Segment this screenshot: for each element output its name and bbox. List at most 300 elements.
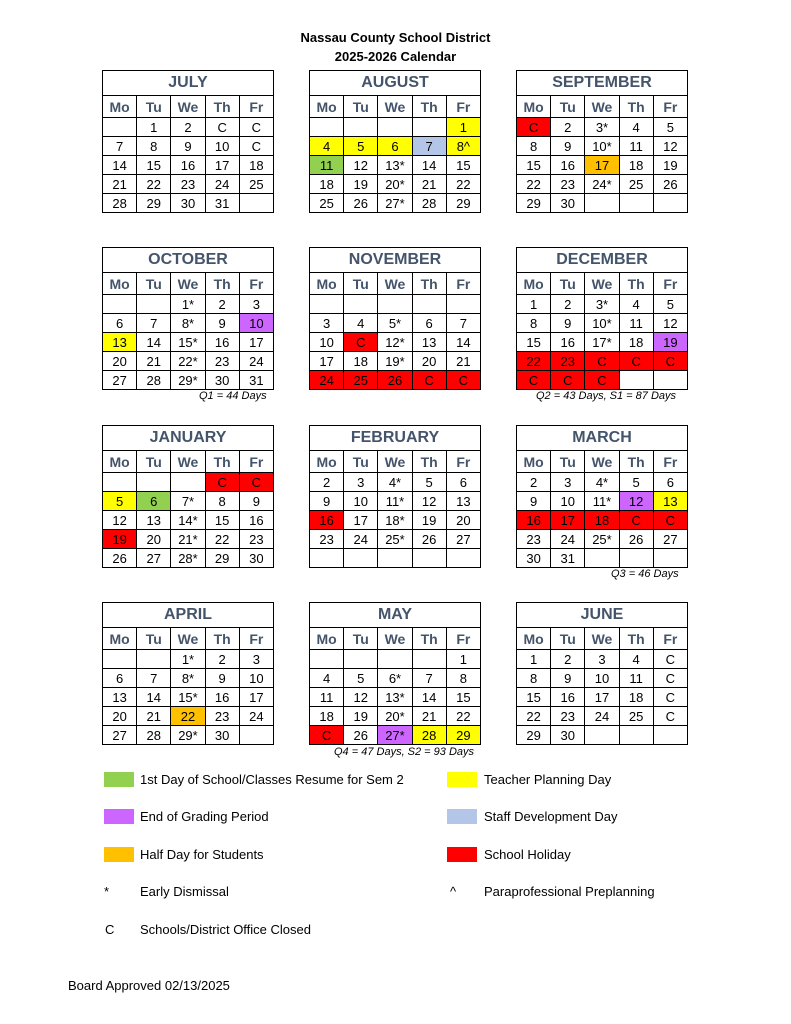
day-cell: 5 bbox=[344, 669, 378, 688]
day-cell: 27 bbox=[137, 549, 171, 568]
q3-note: Q3 = 46 Days bbox=[611, 568, 679, 580]
month-june bbox=[516, 602, 688, 745]
weekday-header: We bbox=[378, 628, 412, 650]
day-cell: C bbox=[517, 371, 551, 390]
day-cell: 14 bbox=[446, 333, 480, 352]
day-cell: 7 bbox=[412, 669, 446, 688]
day-cell: 20 bbox=[103, 707, 137, 726]
week-row bbox=[310, 194, 481, 213]
day-cell: 23 bbox=[239, 530, 273, 549]
day-cell: 10* bbox=[585, 137, 619, 156]
day-cell: 8* bbox=[171, 314, 205, 333]
legend-closed: Schools/District Office Closed bbox=[140, 922, 311, 937]
weekday-header: Mo bbox=[517, 451, 551, 473]
day-cell: 27* bbox=[378, 194, 412, 213]
day-cell: 22 bbox=[205, 530, 239, 549]
legend-half-day: Half Day for Students bbox=[140, 847, 264, 862]
day-cell: 16 bbox=[517, 511, 551, 530]
day-cell: C bbox=[344, 333, 378, 352]
day-cell: 6 bbox=[103, 314, 137, 333]
day-cell bbox=[137, 473, 171, 492]
day-cell: C bbox=[653, 669, 687, 688]
day-cell: 18 bbox=[310, 175, 344, 194]
day-cell: 9 bbox=[551, 314, 585, 333]
week-row bbox=[103, 352, 274, 371]
day-cell: 13 bbox=[653, 492, 687, 511]
day-cell: 21 bbox=[137, 352, 171, 371]
weekday-header: Fr bbox=[653, 451, 687, 473]
day-cell: 30 bbox=[239, 549, 273, 568]
day-cell: 13 bbox=[412, 333, 446, 352]
day-cell: 23 bbox=[551, 352, 585, 371]
week-row bbox=[517, 194, 688, 213]
weekday-header: We bbox=[585, 451, 619, 473]
day-cell: 30 bbox=[517, 549, 551, 568]
month-name: JUNE bbox=[517, 603, 688, 628]
weekday-header: We bbox=[378, 96, 412, 118]
day-cell: 23 bbox=[205, 707, 239, 726]
legend-swatch-purple bbox=[104, 809, 134, 824]
day-cell: 3 bbox=[551, 473, 585, 492]
day-cell: 1 bbox=[446, 650, 480, 669]
day-cell: C bbox=[653, 352, 687, 371]
day-cell: 13 bbox=[137, 511, 171, 530]
day-cell bbox=[585, 549, 619, 568]
day-cell: 15 bbox=[446, 688, 480, 707]
weekday-header: Th bbox=[412, 96, 446, 118]
day-cell bbox=[412, 549, 446, 568]
calendar-district-title: Nassau County School District bbox=[300, 30, 491, 45]
month-may bbox=[309, 602, 481, 745]
weekday-header: Fr bbox=[239, 628, 273, 650]
week-row bbox=[310, 650, 481, 669]
day-cell: 9 bbox=[551, 669, 585, 688]
day-cell: 5 bbox=[619, 473, 653, 492]
day-cell: 7* bbox=[171, 492, 205, 511]
legend-school-holiday: School Holiday bbox=[484, 847, 571, 862]
week-row bbox=[310, 492, 481, 511]
day-cell: 16 bbox=[310, 511, 344, 530]
day-cell: 25* bbox=[378, 530, 412, 549]
day-cell: 29 bbox=[137, 194, 171, 213]
day-cell: 27 bbox=[446, 530, 480, 549]
week-row bbox=[310, 511, 481, 530]
day-cell: 4* bbox=[585, 473, 619, 492]
day-cell: 27 bbox=[653, 530, 687, 549]
day-cell: 2 bbox=[551, 118, 585, 137]
day-cell bbox=[412, 295, 446, 314]
day-cell: 17 bbox=[310, 352, 344, 371]
week-row bbox=[517, 707, 688, 726]
legend-early-symbol: * bbox=[104, 884, 110, 899]
week-row bbox=[310, 530, 481, 549]
day-cell: 11 bbox=[619, 314, 653, 333]
day-cell bbox=[344, 549, 378, 568]
weekday-header: Tu bbox=[137, 96, 171, 118]
day-cell: 9 bbox=[310, 492, 344, 511]
day-cell: 23 bbox=[310, 530, 344, 549]
day-cell: 10 bbox=[239, 669, 273, 688]
legend-swatch-green bbox=[104, 772, 134, 787]
day-cell: 17 bbox=[205, 156, 239, 175]
day-cell bbox=[619, 726, 653, 745]
day-cell: 3* bbox=[585, 118, 619, 137]
day-cell: 18* bbox=[378, 511, 412, 530]
day-cell: 24* bbox=[585, 175, 619, 194]
day-cell: 18 bbox=[619, 156, 653, 175]
day-cell bbox=[239, 194, 273, 213]
day-cell: 30 bbox=[171, 194, 205, 213]
day-cell bbox=[103, 295, 137, 314]
week-row bbox=[310, 473, 481, 492]
day-cell: 28 bbox=[137, 371, 171, 390]
week-row bbox=[517, 726, 688, 745]
month-august bbox=[309, 70, 481, 213]
day-cell: C bbox=[239, 137, 273, 156]
week-row bbox=[103, 492, 274, 511]
week-row bbox=[517, 688, 688, 707]
day-cell: 14 bbox=[412, 156, 446, 175]
day-cell: 29* bbox=[171, 371, 205, 390]
day-cell: 21 bbox=[103, 175, 137, 194]
weekday-header: Mo bbox=[310, 96, 344, 118]
day-cell: 8^ bbox=[446, 137, 480, 156]
day-cell: 24 bbox=[310, 371, 344, 390]
day-cell bbox=[137, 295, 171, 314]
day-cell bbox=[585, 194, 619, 213]
day-cell: 20* bbox=[378, 707, 412, 726]
weekday-header: Tu bbox=[551, 96, 585, 118]
weekday-header: Th bbox=[412, 273, 446, 295]
day-cell bbox=[310, 118, 344, 137]
day-cell: 8 bbox=[517, 314, 551, 333]
week-row bbox=[103, 650, 274, 669]
legend-early-dismissal: Early Dismissal bbox=[140, 884, 229, 899]
weekday-header: Th bbox=[412, 451, 446, 473]
weekday-header: Tu bbox=[551, 273, 585, 295]
day-cell: 18 bbox=[585, 511, 619, 530]
day-cell: 10 bbox=[239, 314, 273, 333]
day-cell: 19 bbox=[653, 333, 687, 352]
day-cell: 4 bbox=[619, 295, 653, 314]
day-cell: 2 bbox=[310, 473, 344, 492]
weekday-header: Tu bbox=[137, 451, 171, 473]
week-row bbox=[103, 669, 274, 688]
week-row bbox=[103, 707, 274, 726]
q2-note: Q2 = 43 Days, S1 = 87 Days bbox=[536, 390, 677, 402]
weekday-header: Mo bbox=[517, 628, 551, 650]
day-cell bbox=[103, 473, 137, 492]
day-cell: 13 bbox=[103, 688, 137, 707]
day-cell: 8 bbox=[517, 137, 551, 156]
day-cell: 4 bbox=[310, 669, 344, 688]
week-row bbox=[103, 194, 274, 213]
weekday-header: Mo bbox=[103, 273, 137, 295]
day-cell: C bbox=[653, 688, 687, 707]
day-cell: 15 bbox=[137, 156, 171, 175]
day-cell: 3 bbox=[239, 650, 273, 669]
day-cell bbox=[412, 118, 446, 137]
day-cell: 19 bbox=[344, 175, 378, 194]
day-cell: 4* bbox=[378, 473, 412, 492]
day-cell: 26 bbox=[344, 726, 378, 745]
day-cell: 16 bbox=[205, 688, 239, 707]
weekday-header: We bbox=[585, 628, 619, 650]
day-cell bbox=[378, 118, 412, 137]
day-cell bbox=[378, 549, 412, 568]
day-cell: 30 bbox=[205, 371, 239, 390]
day-cell bbox=[378, 295, 412, 314]
day-cell: 29 bbox=[517, 194, 551, 213]
weekday-header: Fr bbox=[239, 96, 273, 118]
day-cell: 3 bbox=[310, 314, 344, 333]
day-cell: 1* bbox=[171, 295, 205, 314]
day-cell: 2 bbox=[205, 295, 239, 314]
week-row bbox=[103, 314, 274, 333]
day-cell: 25 bbox=[619, 707, 653, 726]
day-cell: 16 bbox=[551, 156, 585, 175]
day-cell: 29 bbox=[446, 194, 480, 213]
day-cell: 9 bbox=[517, 492, 551, 511]
day-cell: C bbox=[446, 371, 480, 390]
day-cell bbox=[103, 650, 137, 669]
month-december bbox=[516, 247, 688, 390]
day-cell bbox=[310, 295, 344, 314]
weekday-header: Th bbox=[205, 628, 239, 650]
weekday-header: Th bbox=[619, 451, 653, 473]
week-row bbox=[103, 175, 274, 194]
weekday-header: Th bbox=[205, 451, 239, 473]
day-cell: 9 bbox=[171, 137, 205, 156]
day-cell bbox=[310, 650, 344, 669]
day-cell: 11 bbox=[619, 137, 653, 156]
month-march bbox=[516, 425, 688, 568]
week-row bbox=[517, 295, 688, 314]
week-row bbox=[103, 511, 274, 530]
day-cell: 29* bbox=[171, 726, 205, 745]
month-name: DECEMBER bbox=[517, 248, 688, 273]
day-cell: 31 bbox=[551, 549, 585, 568]
day-cell: 16 bbox=[551, 688, 585, 707]
week-row bbox=[517, 333, 688, 352]
day-cell: 25 bbox=[344, 371, 378, 390]
day-cell bbox=[412, 650, 446, 669]
weekday-header: Tu bbox=[344, 628, 378, 650]
week-row bbox=[103, 371, 274, 390]
day-cell bbox=[619, 549, 653, 568]
day-cell: C bbox=[619, 352, 653, 371]
day-cell: 29 bbox=[205, 549, 239, 568]
day-cell bbox=[653, 549, 687, 568]
week-row bbox=[517, 156, 688, 175]
day-cell bbox=[446, 295, 480, 314]
weekday-header: Th bbox=[619, 273, 653, 295]
day-cell: 6 bbox=[412, 314, 446, 333]
week-row bbox=[310, 137, 481, 156]
day-cell: 6 bbox=[137, 492, 171, 511]
week-row bbox=[310, 352, 481, 371]
month-name: SEPTEMBER bbox=[517, 71, 688, 96]
weekday-header: Mo bbox=[517, 96, 551, 118]
day-cell: 31 bbox=[205, 194, 239, 213]
day-cell: 11* bbox=[585, 492, 619, 511]
day-cell: 7 bbox=[137, 669, 171, 688]
day-cell: 25 bbox=[619, 175, 653, 194]
weekday-header: Fr bbox=[653, 96, 687, 118]
month-september bbox=[516, 70, 688, 213]
day-cell: 16 bbox=[551, 333, 585, 352]
day-cell: 9 bbox=[551, 137, 585, 156]
weekday-header: We bbox=[378, 451, 412, 473]
weekday-header: Mo bbox=[103, 451, 137, 473]
legend-swatch-red bbox=[447, 847, 477, 862]
day-cell: 4 bbox=[310, 137, 344, 156]
week-row bbox=[517, 371, 688, 390]
day-cell: 19 bbox=[412, 511, 446, 530]
month-name: FEBRUARY bbox=[310, 426, 481, 451]
day-cell: 9 bbox=[239, 492, 273, 511]
weekday-header: We bbox=[171, 273, 205, 295]
week-row bbox=[103, 118, 274, 137]
day-cell: 20 bbox=[137, 530, 171, 549]
day-cell: 10 bbox=[310, 333, 344, 352]
weekday-header: Th bbox=[412, 628, 446, 650]
day-cell: 7 bbox=[103, 137, 137, 156]
day-cell: 23 bbox=[205, 352, 239, 371]
weekday-header: Tu bbox=[344, 451, 378, 473]
day-cell: 2 bbox=[205, 650, 239, 669]
day-cell: 5 bbox=[412, 473, 446, 492]
legend-staff-dev: Staff Development Day bbox=[484, 809, 618, 824]
day-cell: 6 bbox=[378, 137, 412, 156]
day-cell: 22 bbox=[446, 175, 480, 194]
day-cell: 17* bbox=[585, 333, 619, 352]
q4-note: Q4 = 47 Days, S2 = 93 Days bbox=[334, 746, 475, 758]
day-cell: 16 bbox=[205, 333, 239, 352]
day-cell: 17 bbox=[239, 688, 273, 707]
day-cell: 14 bbox=[412, 688, 446, 707]
day-cell bbox=[446, 549, 480, 568]
week-row bbox=[310, 726, 481, 745]
day-cell: 25* bbox=[585, 530, 619, 549]
weekday-header: Tu bbox=[137, 273, 171, 295]
weekday-header: Fr bbox=[446, 273, 480, 295]
weekday-header: Mo bbox=[310, 273, 344, 295]
week-row bbox=[310, 371, 481, 390]
day-cell bbox=[137, 650, 171, 669]
weekday-header: We bbox=[378, 273, 412, 295]
day-cell: 18 bbox=[344, 352, 378, 371]
week-row bbox=[310, 175, 481, 194]
day-cell: 23 bbox=[551, 707, 585, 726]
day-cell: 15* bbox=[171, 688, 205, 707]
day-cell bbox=[619, 371, 653, 390]
day-cell: 12 bbox=[619, 492, 653, 511]
month-name: JANUARY bbox=[103, 426, 274, 451]
weekday-header: We bbox=[585, 96, 619, 118]
day-cell: 8 bbox=[517, 669, 551, 688]
day-cell: 8 bbox=[446, 669, 480, 688]
day-cell: 11 bbox=[619, 669, 653, 688]
day-cell: 21 bbox=[446, 352, 480, 371]
day-cell: 4 bbox=[619, 118, 653, 137]
day-cell: 12 bbox=[653, 137, 687, 156]
month-october bbox=[102, 247, 274, 390]
day-cell: 3 bbox=[585, 650, 619, 669]
day-cell: 6 bbox=[103, 669, 137, 688]
day-cell: 21 bbox=[412, 175, 446, 194]
day-cell: 23 bbox=[517, 530, 551, 549]
day-cell bbox=[344, 118, 378, 137]
day-cell: 21* bbox=[171, 530, 205, 549]
day-cell: 26 bbox=[653, 175, 687, 194]
legend-paraprofessional: Paraprofessional Preplanning bbox=[484, 884, 655, 899]
day-cell: C bbox=[310, 726, 344, 745]
day-cell: 22 bbox=[137, 175, 171, 194]
week-row bbox=[517, 175, 688, 194]
weekday-header: We bbox=[171, 96, 205, 118]
day-cell: 2 bbox=[551, 295, 585, 314]
legend-swatch-blue bbox=[447, 809, 477, 824]
weekday-header: Mo bbox=[517, 273, 551, 295]
day-cell: 22 bbox=[171, 707, 205, 726]
week-row bbox=[310, 707, 481, 726]
day-cell: 28 bbox=[412, 194, 446, 213]
day-cell: 6 bbox=[446, 473, 480, 492]
day-cell: 18 bbox=[619, 688, 653, 707]
day-cell: 2 bbox=[551, 650, 585, 669]
day-cell: 5 bbox=[653, 295, 687, 314]
legend-teacher-planning: Teacher Planning Day bbox=[484, 772, 612, 787]
weekday-header: Mo bbox=[310, 628, 344, 650]
calendar-year-title: 2025-2026 Calendar bbox=[334, 49, 457, 64]
day-cell bbox=[653, 726, 687, 745]
day-cell: C bbox=[239, 118, 273, 137]
day-cell: 9 bbox=[205, 314, 239, 333]
day-cell: 29 bbox=[517, 726, 551, 745]
day-cell: 4 bbox=[344, 314, 378, 333]
week-row bbox=[517, 314, 688, 333]
day-cell bbox=[378, 650, 412, 669]
day-cell: 29 bbox=[446, 726, 480, 745]
day-cell bbox=[653, 194, 687, 213]
day-cell: 7 bbox=[137, 314, 171, 333]
week-row bbox=[103, 333, 274, 352]
month-april bbox=[102, 602, 274, 745]
month-february bbox=[309, 425, 481, 568]
week-row bbox=[310, 156, 481, 175]
day-cell: 17 bbox=[585, 688, 619, 707]
day-cell: C bbox=[619, 511, 653, 530]
weekday-header: We bbox=[171, 628, 205, 650]
day-cell: C bbox=[205, 473, 239, 492]
day-cell: 28 bbox=[137, 726, 171, 745]
day-cell: 26 bbox=[619, 530, 653, 549]
day-cell: 4 bbox=[619, 650, 653, 669]
legend-swatch-yellow bbox=[447, 772, 477, 787]
weekday-header: Fr bbox=[446, 628, 480, 650]
weekday-header: Th bbox=[619, 96, 653, 118]
day-cell: 22 bbox=[446, 707, 480, 726]
week-row bbox=[310, 118, 481, 137]
day-cell: 30 bbox=[205, 726, 239, 745]
week-row bbox=[517, 669, 688, 688]
weekday-header: Fr bbox=[446, 96, 480, 118]
week-row bbox=[103, 530, 274, 549]
day-cell: 18 bbox=[239, 156, 273, 175]
day-cell: 8* bbox=[171, 669, 205, 688]
day-cell: 26 bbox=[412, 530, 446, 549]
